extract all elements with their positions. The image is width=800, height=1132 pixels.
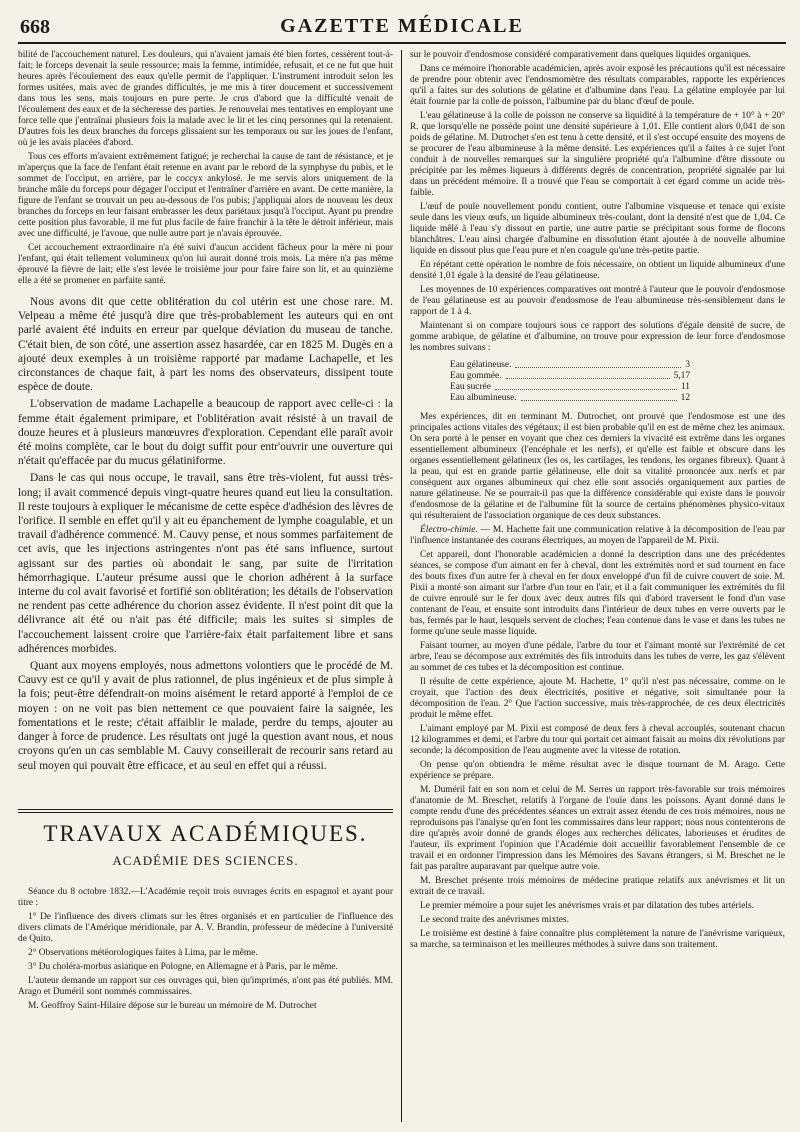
paragraph: En répétant cette opération le nombre de fois nécessaire, on obtient un liquide albumineux d'une densité 1,01 égale à la densité de l'eau gélatineuse. (410, 260, 785, 281)
section-divider (18, 809, 393, 813)
table-row (450, 371, 690, 382)
paragraph: 3° Du choléra-morbus asiatique en Pologne, en Allemagne et à Paris, par le même. (28, 961, 338, 972)
paragraph: Quant aux moyens employés, nous admettons volontiers que le procédé de M. Cauvy est ce qu'il y avait de plus rationnel, de plus ingénieux et de plus simple à la fois; peut-être défendrait-on moins aisément le retard apporté à l'emploi de ce moyen : on ne voit pas bien nettement ce que pouvaient faire la saignée, les fomentations et le reste; c'était affaiblir le malade, perdre du temps, ajouter au danger à force de prudence. Les résultats ont jugé la question avant nous, et nous croyons qu'en un cas semblable M. Cauvy conseillerait de recourir sans retard au seul moyen qui pouvait être efficace, et au seul en effet qui a réussi. (18, 660, 393, 772)
table-value: 11 (680, 382, 690, 392)
paragraph: 1° De l'influence des divers climats sur les êtres organisés et en particulier de l'influence des divers climats de l'Amérique méridionale, par A. V. Brandin, professeur de médecine à l'université de Quito. (18, 911, 393, 944)
table-row (450, 360, 690, 371)
page-header (18, 10, 786, 44)
table-label: Eau gélatineuse. (450, 360, 512, 370)
table-row (450, 393, 690, 404)
paragraph-text: — M. Hachette fait une communication relative à la décomposition de l'eau par l'influence instantanée des courans électriques, au moyen de l'appareil de M. Pixii. (410, 525, 785, 546)
observation-text (18, 50, 393, 287)
page-title: GAZETTE MÉDICALE (280, 15, 524, 37)
paragraph: L'observation de madame Lachapelle a beaucoup de rapport avec celle-ci : la femme était également primipare, et l'oblitération avait résisté à un travail de douze heures et à plusieurs manœuvres d'exploration. Cependant elle paraît avoir été moins complète, car le bout du doigt suffit pour entr'ouvrir une ouverture qui n'était qu'effacée par du mucus gélatiniforme. (18, 398, 393, 468)
paragraph: M. Geoffroy Saint-Hilaire dépose sur le bureau un mémoire de M. Dutrochet (28, 1000, 317, 1011)
section-title: TRAVAUX ACADÉMIQUES. (43, 820, 368, 846)
paragraph: M. Duméril fait en son nom et celui de M. Serres un rapport très-favorable sur trois mémoires d'anatomie de M. Breschet, relatifs à l'organe de l'ouïe dans les poissons. Ayant donné dans le compte rendu d'une des précédentes séances un extrait assez étendu de ces trois mémoires, nous ne reproduisons pas l'analyse qu'en font les commissaires dans leur rapport; nous nous contenterons de dire qu'après avoir donné de grands éloges aux recherches délicates, laborieuses et érudites de l'auteur, ils expriment l'opinion que l'Académie doit accueillir favorablement l'ensemble de ce travail et en ordonner l'impression dans les Mémoires des Savans étrangers, si M. Breschet ne le fait pas paraître auparavant par quelque autre voie. (410, 785, 785, 872)
paragraph: Dans ce mémoire l'honorable académicien, après avoir exposé les précautions qu'il est nécessaire de prendre pour obtenir avec l'endosmomètre des résultats comparables, rapporte les expériences qu'il a faites sur des solutions de gélatine et d'albumine dans l'eau. La gélatine employée par lui était fournie par la colle de poisson, l'albumine par du blanc d'œuf de poule. (410, 64, 785, 107)
leader-dots (521, 393, 677, 401)
leader-dots (495, 382, 677, 390)
paragraph: bilité de l'accouchement naturel. Les douleurs, qui n'avaient jamais été bien fortes, cessèrent tout-à-fait; le forceps devenait la seule ressource; mais la femme, intimidée, refusait, et ce ne fut que huit heures après l'écoulement des eaux qu'elle permit de l'appliquer. L'instrument introduit selon les formes usitées, mais avec de grandes difficultés, je me mis à tirer doucement et successivement dans tous les sens, mais toujours en pure perte. Je crus d'abord que la difficulté venait de l'écoulement des eaux et de la sécheresse des parties. Je renouvelai mes tentatives en employant une force telle que j'entraînai plusieurs fois la malade avec le lit et les cinq personnes qui la retenaient. D'autres fois les deux branches du forceps glissaient sur les temporaux ou sur les joues de l'enfant, où je les avais placées d'abord. (18, 50, 393, 148)
table-label: Eau albumineuse. (450, 393, 517, 403)
columns (18, 50, 786, 1122)
endosmose-table (450, 360, 690, 404)
paragraph: Il résulte de cette expérience, ajoute M. Hachette, 1° qu'il n'est pas nécessaire, comme on le croyait, que l'action des deux électricités, positive et négative, soit simultanée pour la décomposition de l'eau. 2° Que l'action successive, mais très-rapprochée, de ces deux électricités produit le même effet. (410, 677, 785, 720)
paragraph (410, 525, 785, 547)
paragraph: Faisant tourner, au moyen d'une pédale, l'arbre du tour et l'aimant monté sur l'extrémité de cet arbre, l'eau se décompose aux extrémités des fils introduits dans les tubes de verre, les gaz s'élèvent au sommet de ces tubes et la décomposition est continue. (410, 641, 785, 673)
paragraph: L'auteur demande un rapport sur ces ouvrages qui, bien qu'imprimés, n'ont pas été publiés. MM. Arago et Duméril sont nommés commissaires. (18, 975, 393, 997)
paragraph: Le premier mémoire a pour sujet les anévrismes vrais et par dilatation des tubes artériels. (420, 901, 754, 911)
session-text (18, 887, 393, 1012)
paragraph: Les moyennes de 10 expériences comparatives ont montré à l'auteur que le pouvoir d'endosmose de l'eau gélatineuse est au pouvoir d'endosmose de l'eau albumineuse très-sensiblement dans le rapport de 1 à 4. (410, 285, 785, 317)
leader-dots (506, 371, 670, 379)
section-subtitle: ACADÉMIE DES SCIENCES. (112, 852, 299, 868)
table-label: Eau gommée. (450, 371, 502, 381)
newspaper-page (18, 10, 786, 1122)
left-column (18, 50, 393, 1122)
table-value: 12 (680, 393, 690, 403)
paragraph: Cet appareil, dont l'honorable académicien a donné la description dans une des précédentes séances, se compose d'un aimant en fer à cheval, dont les extrémités nord et sud tournent en face des bouts fixes d'un autre fer à cheval en fer doux enveloppé d'un fil de cuivre couvert de soie. M. Pixii a monté son aimant sur l'arbre d'un tour en l'air, et il a fait communiquer les extrémités du fil de cuivre enroulé sur le fer doux avec deux autres fils qui d'abord traversent le fond d'un vase contenant de l'eau, et ensuite sont introduits dans l'intérieur de deux tubes en verre ouverts par le bas, fermés par le haut, lesquels servent de cloches; l'eau contenue dans le vase et dans les tubes ne forme qu'une seule masse liquide. (410, 550, 785, 637)
paragraph: L'aimant employé par M. Pixii est composé de deux fers à cheval accouplés, soutenant chacun 12 kilogrammes et demi, et l'arbre du tour qui portait cet aimant faisait au moins dix révolutions par seconde; la décomposition de l'eau augmente avec la vitesse de rotation. (410, 724, 785, 756)
paragraph: L'œuf de poule nouvellement pondu contient, outre l'albumine visqueuse et tenace qui existe seule dans les vieux œufs, un liquide albumineux très-coulant, dont la densité n'est que de 1,04. Ce liquide mêlé à l'eau s'y dissout en partie, une autre partie se précipitant sous forme de flocons blanchâtres. L'eau ainsi chargée d'albumine en dissolution étant ajoutée à de nouvelle albumine liquide en dissout plus que l'eau pure et n'en coagule qu'une très-petite partie. (410, 202, 785, 256)
table-row (450, 382, 690, 393)
paragraph: Maintenant si on compare toujours sous ce rapport des solutions d'égale densité de sucre, de gomme arabique, de gélatine et d'albumine, on trouve pour expression de leur force d'endosmose les nombres suivans : (410, 321, 785, 353)
right-column (410, 50, 785, 1122)
paragraph: Le troisième est destiné à faire connaître plus complètement la nature de l'anévrisme variqueux, sa marche, sa terminaison et les meilleures méthodes à suivre dans son traitement. (410, 929, 785, 950)
paragraph: sur le pouvoir d'endosmose considéré comparativement dans quelques liquides organiques. (410, 50, 752, 60)
paragraph: L'eau gélatineuse à la colle de poisson ne conserve sa liquidité à la température de + 10° à + 20° R. que lorsqu'elle ne possède point une densité supérieure à 1,01. Elle contient alors 0,041 de son poids de gélatine. M. Dutrochet s'en est tenu à cette densité, et il s'est occupé ensuite des moyens de se procurer de l'eau albumineuse à la même densité. Les expériences qu'il a faites à ce sujet l'ont conduit à de nouvelles remarques sur la singulière propriété qu'a l'albumine d'être dissoute ou précipitée par les mêmes liqueurs à différents degrés de concentration, propriété signalée par lui dans un précédent mémoire. Il a trouvé que l'eau se comportait à cet égard comme un acide très-faible. (410, 111, 785, 198)
table-label: Eau sucrée (450, 382, 491, 392)
paragraph: Séance du 8 octobre 1832.—L'Académie reçoit trois ouvrages écrits en espagnol et ayant pour titre : (18, 886, 393, 908)
commentary-text (18, 295, 393, 773)
paragraph: Le second traite des anévrismes mixtes. (420, 915, 569, 925)
subheading: Électro-chimie. (420, 525, 478, 535)
paragraph: Cet accouchement extraordinaire n'a été suivi d'aucun accident fâcheux pour la mère ni pour l'enfant, qui était tellement volumineux qu'on lui aurait donné trois mois. La mère n'a pas même éprouvé la fièvre de lait; elle s'est levée le troisième jour pour faire faire son lit, et au quinzième elle a été se promener en parfaite santé. (18, 243, 393, 286)
paragraph: 2° Observations météorologiques faites à Lima, par le même. (28, 947, 258, 958)
paragraph: Mes expériences, dit en terminant M. Dutrochet, ont prouvé que l'endosmose est une des principales actions vitales des végétaux; il est bien probable qu'il en est de même chez les animaux. On sera porté à le penser en voyant que chez ces derniers la vivacité est extrême dans les organes essentiellement albumineux (l'encéphale et les nerfs), et qu'elle est faible et obscure dans les organes essentiellement gélatineux (les os, les cartilages, les tendons, les organes fibreux). Quant à la peau, qui est en grande partie gélatineuse, elle doit sa vitalité prononcée aux nerfs et par conséquent aux organes albumineux qui chez elle sont associés organiquement aux parties de nature gélatineuse. Ne se pourrait-il pas que la différence considérable qui existe dans le pouvoir d'endosmose de la gélatine et de l'albumine fût la source de certains phénomènes physico-vitaux qui résulteraient de l'association organique de ces deux substances. (410, 412, 785, 521)
leader-dots (515, 360, 681, 368)
paragraph: Dans le cas qui nous occupe, le travail, sans être très-violent, fut aussi très-long; il avait commencé depuis vingt-quatre heures quand eut lieu la consultation. Il reste toujours à expliquer le mécanisme de cette espèce d'adhésion des lèvres de l'orifice. Il semble en effet qu'il y ait eu épanchement de lymphe coagulable, et un travail d'adhérence commencé. M. Cauvy pense, et nous sommes parfaitement de cet avis, que les injections astringentes n'ont pas été sans influence, surtout agissant sur des parties où abondait le sang, par suite de l'irritation hémorrhagique. L'auteur présume aussi que le chorion adhérent à la surface interne du col avait favorisé et fortifié son oblitération; les détails de l'observation ne rendent pas cette adhérence du chorion assez évidente. Il n'est point dit que la délivrance ait été ou n'ait pas été difficile; mais les suites si simples de l'accouchement laissent croire que l'arrière-faix était parfaitement libre et sans adhérences morbides. (18, 472, 393, 655)
page-number: 668 (20, 16, 50, 38)
paragraph: Nous avons dit que cette oblitération du col utérin est une chose rare. M. Velpeau a même été jusqu'à dire que très-probablement les auteurs qui en ont parlé avaient été induits en erreur par quelque déviation du museau de tanche. C'était bien, de son côté, une assertion assez hasardée, car en 1825 M. Dugès en a ajouté deux exemples à un troisième rapporté par madame Lachapelle, et les circonstances de chaque fait, à part les noms des observateurs, dissipent toute espèce de doute. (18, 296, 393, 394)
table-value: 3 (685, 360, 690, 370)
paragraph: On pense qu'on obtiendra le même résultat avec le disque tournant de M. Arago. Cette expérience se prépare. (410, 760, 785, 781)
table-value: 5,17 (673, 371, 690, 381)
paragraph: M. Breschet présente trois mémoires de médecine pratique relatifs aux anévrismes et lit un extrait de ce travail. (410, 876, 785, 897)
paragraph: Tous ces efforts m'avaient extrêmement fatigué; je recherchai la cause de tant de résistance, et je m'aperçus que la face de l'enfant était retenue en avant par le rebord de la symphyse du pubis, et le sommet de l'occiput, en arrière, par le coccyx ankylosé. Je me servis alors uniquement de la branche mâle du forceps pour dégager l'occiput et l'entraîner d'arrière en avant. De cette manière, la figure de l'enfant se trouvait un peu au-dessous de l'os pubis; j'appliquai alors de nouveau les deux branches du forceps en leur faisant embrasser les deux pariétaux jusqu'à l'occiput. Ayant pu prendre cette position plus favorable, il me fut plus facile de faire franchir à la tête le détroit inférieur, mais avec une difficulté, je l'avoue, que nulle autre part je n'avais éprouvée. (18, 152, 393, 239)
